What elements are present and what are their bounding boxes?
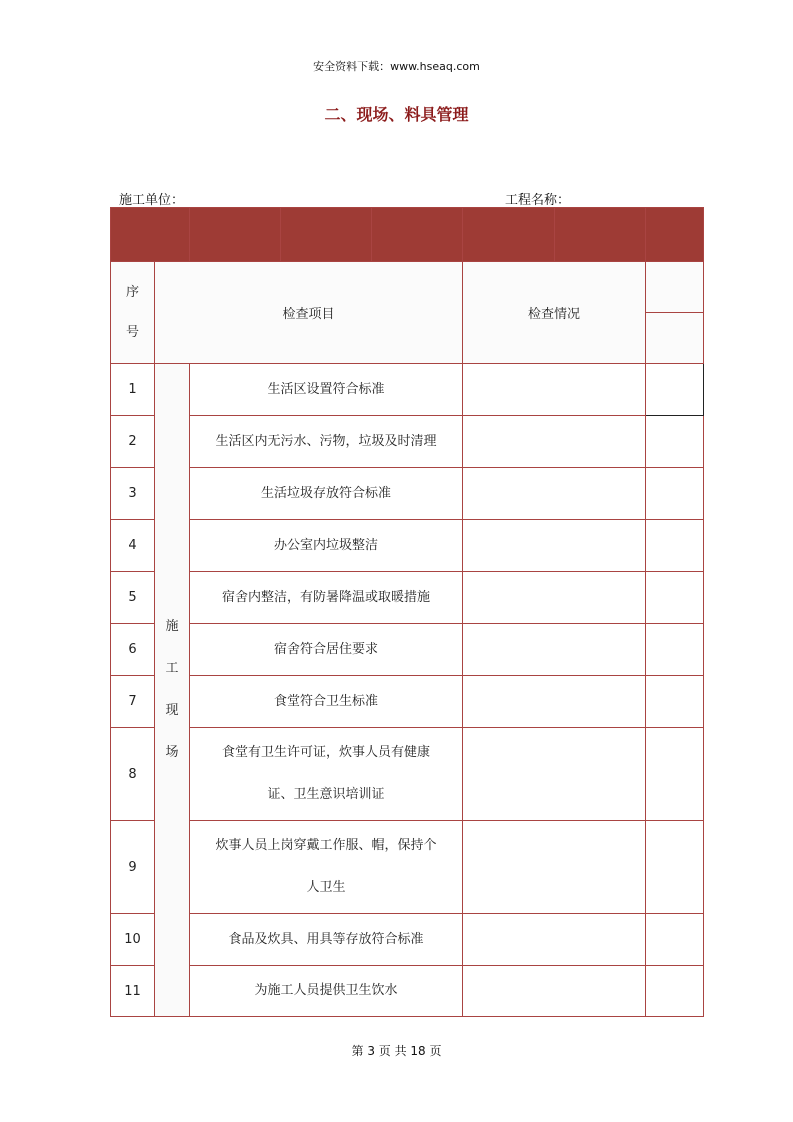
column-header-row xyxy=(111,262,704,313)
check-status xyxy=(463,364,646,416)
seq-header xyxy=(111,262,155,364)
header-band-cell xyxy=(190,208,281,262)
row-number: 10 xyxy=(111,914,155,966)
table-row xyxy=(111,520,704,572)
seq-header-char: 序 xyxy=(125,284,139,300)
check-item: 食堂符合卫生标准 xyxy=(190,676,463,728)
remark-cell xyxy=(646,821,704,914)
category-cell xyxy=(155,364,190,1017)
table-row xyxy=(111,914,704,966)
check-item xyxy=(190,821,463,914)
row-number: 1 xyxy=(111,364,155,416)
check-status xyxy=(463,966,646,1017)
row-number: 5 xyxy=(111,572,155,624)
page-title: 二、现场、料具管理 xyxy=(324,105,469,124)
remark-cell xyxy=(646,468,704,520)
source-note: 安全资料下载：www.hseaq.com xyxy=(313,60,480,73)
table-row xyxy=(111,966,704,1017)
check-item: 食品及炊具、用具等存放符合标准 xyxy=(190,914,463,966)
row-number: 4 xyxy=(111,520,155,572)
check-item-line: 炊事人员上岗穿戴工作服、帽，保持个 xyxy=(215,838,437,853)
header-band-cell xyxy=(555,208,646,262)
header-band-cell xyxy=(372,208,463,262)
remark-cell xyxy=(646,966,704,1017)
remark-cell xyxy=(646,364,704,416)
table-row xyxy=(111,572,704,624)
remark-cell xyxy=(646,914,704,966)
check-status xyxy=(463,728,646,821)
check-status xyxy=(463,914,646,966)
remark-cell xyxy=(646,728,704,821)
header-band-cell xyxy=(111,208,190,262)
row-number: 9 xyxy=(111,821,155,914)
check-item xyxy=(190,728,463,821)
category-char: 施 xyxy=(165,619,179,634)
check-item-line: 食堂有卫生许可证，炊事人员有健康 xyxy=(221,745,430,760)
remark-cell xyxy=(646,676,704,728)
check-status xyxy=(463,520,646,572)
page-number: 第 3 页 共 18 页 xyxy=(351,1044,442,1058)
table-row xyxy=(111,364,704,416)
check-status xyxy=(463,572,646,624)
header-band xyxy=(111,208,704,262)
seq-header-char: 号 xyxy=(125,324,139,340)
item-header: 检查项目 xyxy=(155,262,463,364)
row-number: 7 xyxy=(111,676,155,728)
category-char: 现 xyxy=(165,703,179,718)
remark-cell xyxy=(646,520,704,572)
row-number: 8 xyxy=(111,728,155,821)
check-item-line: 人卫生 xyxy=(306,880,346,895)
extra-header-cell xyxy=(646,313,704,364)
check-status xyxy=(463,624,646,676)
check-status xyxy=(463,416,646,468)
extra-header-cell xyxy=(646,262,704,313)
check-item: 生活区内无污水、污物，垃圾及时清理 xyxy=(190,416,463,468)
table-row xyxy=(111,728,704,821)
header-band-cell xyxy=(281,208,372,262)
row-number: 11 xyxy=(111,966,155,1017)
check-status xyxy=(463,468,646,520)
construction-unit-label: 施工单位： xyxy=(119,193,185,208)
table-row xyxy=(111,468,704,520)
header-band-cell xyxy=(646,208,704,262)
project-name-label: 工程名称： xyxy=(505,193,571,208)
check-item: 宿舍内整洁，有防暑降温或取暖措施 xyxy=(190,572,463,624)
check-item: 生活区设置符合标准 xyxy=(190,364,463,416)
check-item: 生活垃圾存放符合标准 xyxy=(190,468,463,520)
table-row xyxy=(111,624,704,676)
check-status xyxy=(463,821,646,914)
check-item: 宿舍符合居住要求 xyxy=(190,624,463,676)
inspection-table xyxy=(110,207,704,1017)
row-number: 6 xyxy=(111,624,155,676)
remark-cell xyxy=(646,624,704,676)
remark-cell xyxy=(646,572,704,624)
category-char: 工 xyxy=(165,661,179,676)
check-item-line: 证、卫生意识培训证 xyxy=(267,787,385,802)
table-row xyxy=(111,676,704,728)
row-number: 2 xyxy=(111,416,155,468)
status-header: 检查情况 xyxy=(463,262,646,364)
check-item: 办公室内垃圾整洁 xyxy=(190,520,463,572)
table-row xyxy=(111,821,704,914)
check-status xyxy=(463,676,646,728)
header-band-cell xyxy=(463,208,555,262)
category-char: 场 xyxy=(165,745,179,760)
check-item: 为施工人员提供卫生饮水 xyxy=(190,966,463,1017)
remark-cell xyxy=(646,416,704,468)
row-number: 3 xyxy=(111,468,155,520)
table-row xyxy=(111,416,704,468)
